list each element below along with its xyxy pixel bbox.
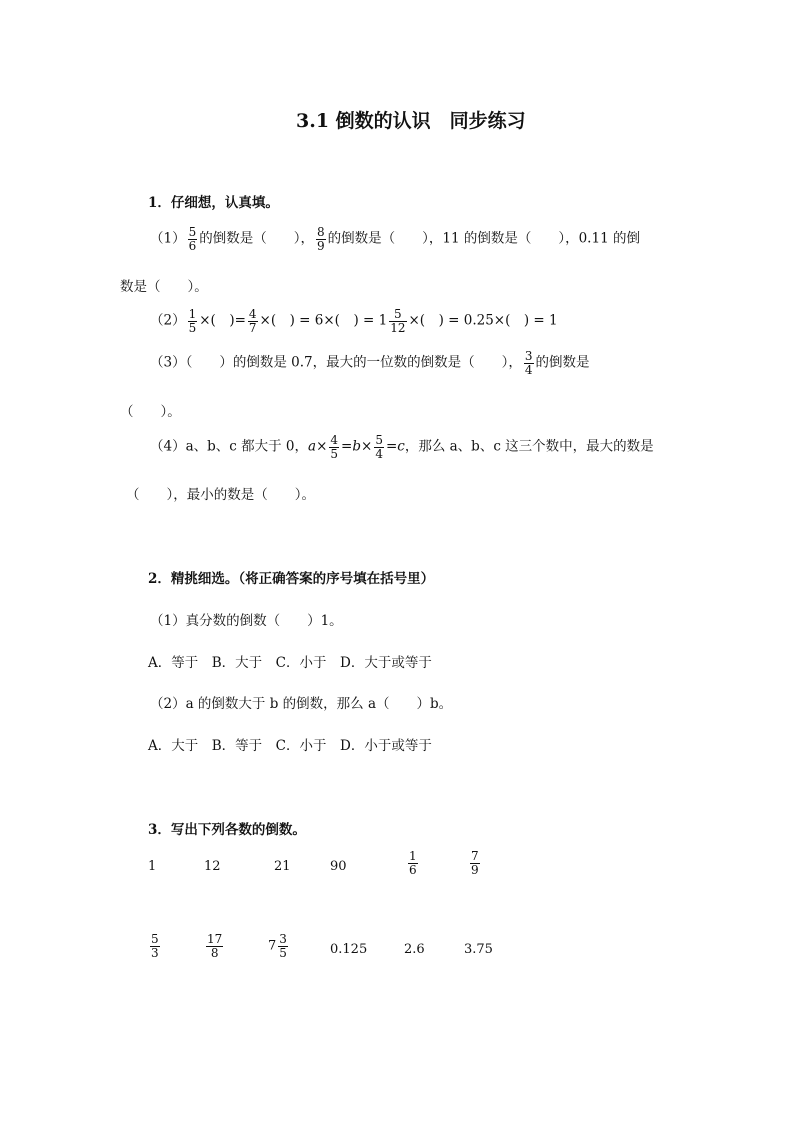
numerator: 4 — [248, 307, 257, 321]
s1-q2-num: （2） — [150, 312, 186, 329]
denominator: 7 — [248, 320, 257, 335]
s1-q2-text2: ×( ) = 6×( ) = 1 — [259, 312, 388, 329]
number-item: 12 — [204, 859, 221, 874]
equals-sign: = — [341, 438, 353, 455]
s1-q1-line2: 数是（ ）。 — [120, 279, 208, 295]
number-item — [204, 933, 225, 959]
denominator: 6 — [409, 862, 417, 877]
s1-q4-line2: （ ），最小的数是（ ）。 — [126, 487, 315, 503]
section-2-heading: 2．精挑细选。（将正确答案的序号填在括号里） — [148, 571, 435, 587]
section-3-heading: 3．写出下列各数的倒数。 — [148, 822, 306, 838]
denominator: 6 — [188, 238, 197, 253]
number-item: 3.75 — [464, 942, 493, 957]
numerator: 5 — [394, 307, 402, 321]
numerator: 1 — [188, 307, 197, 321]
s1-q3-num: （3） — [150, 354, 186, 371]
number-item — [468, 850, 482, 876]
fraction — [470, 850, 480, 876]
denominator: 4 — [375, 446, 383, 461]
numerator: 3 — [524, 349, 533, 363]
s1-q3-text2: 的倒数是 — [535, 354, 590, 371]
number-item — [148, 933, 162, 959]
fraction — [374, 434, 384, 460]
s1-q2-text1: ×( )= — [199, 312, 246, 329]
number-item: 2.6 — [404, 942, 425, 957]
numerator: 4 — [330, 433, 339, 447]
numerator: 5 — [375, 433, 383, 447]
fraction — [278, 933, 288, 959]
number-item: 1 — [148, 859, 157, 874]
numerator: 5 — [188, 225, 197, 239]
number-item: 90 — [330, 859, 347, 874]
denominator: 5 — [330, 446, 339, 461]
numerator: 3 — [279, 932, 287, 946]
s1-q2-text3: ×( ) = 0.25×( ) = 1 — [408, 312, 558, 329]
s1-q4-text2: ，那么 a、b、c 这三个数中，最大的数是 — [404, 438, 654, 455]
denominator: 9 — [316, 238, 325, 253]
fraction — [524, 350, 534, 376]
s2-q2-options: A．大于 B．等于 C．小于 D．小于或等于 — [148, 738, 432, 754]
s1-q3-line1 — [150, 350, 590, 376]
s1-q4-num: （4） — [150, 438, 186, 455]
s1-q4-text1: a、b、c 都大于 0， — [185, 438, 309, 455]
fraction — [389, 308, 406, 334]
s2-q1-options: A．等于 B．大于 C．小于 D．大于或等于 — [148, 655, 432, 671]
numerator: 5 — [151, 932, 159, 946]
numerator: 1 — [409, 849, 417, 863]
var-a: a — [308, 438, 317, 455]
s2-q2: （2）a 的倒数大于 b 的倒数，那么 a（ ）b。 — [150, 696, 453, 712]
s1-q4-line1 — [150, 434, 654, 460]
fraction — [188, 226, 198, 252]
number-item: 0.125 — [330, 942, 368, 957]
numerator: 17 — [207, 932, 223, 946]
s1-q1-num: （1） — [150, 230, 186, 247]
s1-q1-text1: 的倒数是（ ）， — [199, 230, 314, 247]
denominator: 9 — [471, 862, 479, 877]
numerator: 8 — [316, 225, 325, 239]
page-title: 3.1 倒数的认识 同步练习 — [296, 110, 526, 132]
whole-part: 7 — [268, 938, 277, 954]
denominator: 5 — [188, 320, 197, 335]
s1-q1-text2: 的倒数是（ ），11 的倒数是（ ），0.11 的倒 — [327, 230, 640, 247]
denominator: 3 — [151, 945, 159, 960]
times-sign: × — [316, 438, 328, 455]
fraction — [188, 308, 198, 334]
fraction — [316, 226, 326, 252]
number-item — [268, 933, 290, 959]
numerator: 7 — [471, 849, 479, 863]
s1-q3-text1: （ ）的倒数是 0.7，最大的一位数的倒数是（ ）， — [185, 354, 522, 371]
denominator: 4 — [524, 362, 533, 377]
fraction — [150, 933, 160, 959]
fraction — [329, 434, 339, 460]
denominator: 8 — [206, 946, 223, 960]
fraction — [206, 933, 223, 959]
fraction — [248, 308, 258, 334]
s2-q1: （1）真分数的倒数（ ）1。 — [150, 613, 343, 629]
s1-q3-line2: （ ）。 — [120, 404, 181, 420]
number-item — [406, 850, 420, 876]
s1-q1-line1 — [150, 226, 640, 252]
s1-q2-line — [150, 308, 558, 334]
number-item: 21 — [274, 859, 291, 874]
equals-sign: = — [385, 438, 398, 455]
denominator: 5 — [279, 945, 287, 960]
section-1-heading: 1．仔细想，认真填。 — [148, 195, 279, 211]
fraction — [408, 850, 418, 876]
denominator: 12 — [390, 320, 406, 335]
times-sign: × — [361, 438, 373, 455]
var-b: b — [352, 438, 362, 455]
var-c: c — [397, 438, 405, 455]
